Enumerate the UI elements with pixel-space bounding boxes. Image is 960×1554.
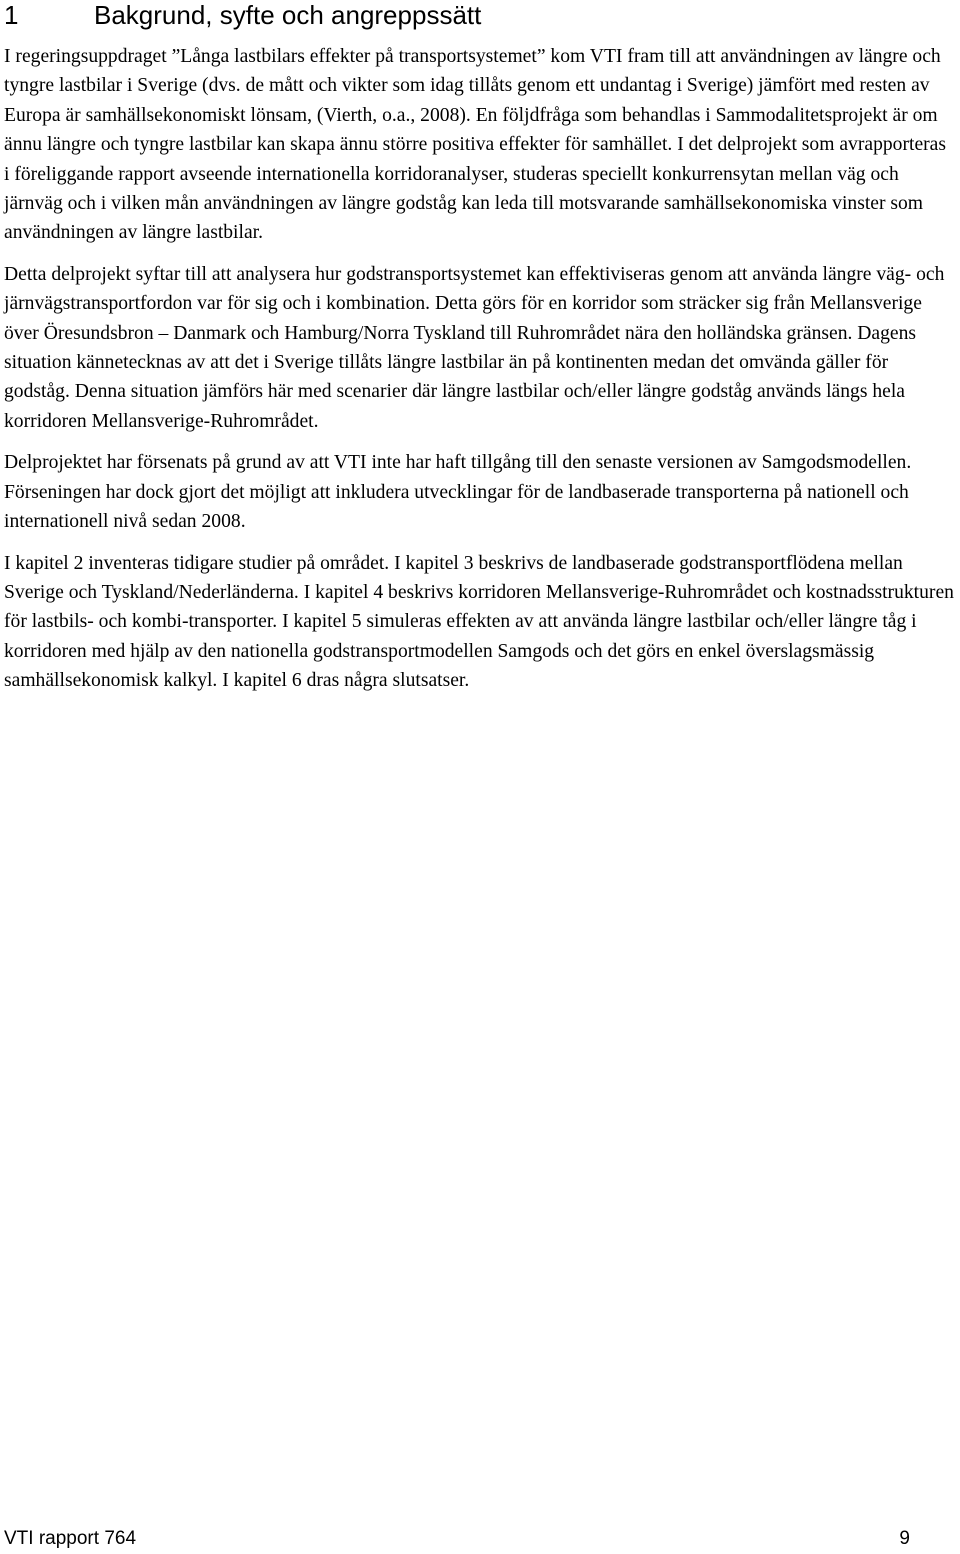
section-title: Bakgrund, syfte och angreppssätt bbox=[94, 0, 482, 30]
section-heading bbox=[4, 0, 481, 30]
page-number: 9 bbox=[899, 1528, 910, 1549]
paragraph: Detta delprojekt syftar till att analysera hur godstransportsystemet kan effektiviseras genom att använda längre väg- och järnvägstransportfordon var för sig och i kombination. Detta görs för en korridor som sträcker sig från Mellansverige över Öresundsbron – Danmark och Hamburg/Norra Tyskland till Ruhrområdet nära den holländska gränsen. Dagens situation kännetecknas av att det i Sverige tillåts längre lastbilar än på kontinenten medan det omvända gäller för godståg. Denna situation jämförs här med scenarier där längre lastbilar och/eller längre godståg används längs hela korridoren Mellansverige-Ruhrområdet. bbox=[4, 263, 945, 432]
paragraph: I regeringsuppdraget ”Långa lastbilars effekter på transportsystemet” kom VTI fram till att användningen av längre och tyngre lastbilar i Sverige (dvs. de mått och vikter som idag tillåts genom ett undantag i Sverige) jämfört med resten av Europa är samhällsekonomiskt lönsam, (Vierth, o.a., 2008). En följdfråga som behandlas i Sammodalitetsprojekt är om ännu längre och tyngre lastbilar kan skapa ännu större positiva effekter för samhället. I det delprojekt som avrapporteras i föreliggande rapport avseende internationella korridoranalyser, studeras speciellt konkurrensytan mellan väg och järnväg och i vilken mån användningen av längre godståg kan leda till motsvarande samhällsekonomiska vinster som användningen av längre lastbilar. bbox=[4, 46, 946, 244]
section-number: 1 bbox=[4, 0, 19, 30]
paragraph: I kapitel 2 inventeras tidigare studier på området. I kapitel 3 beskrivs de landbaserade godstransportflödena mellan Sverige och Tyskland/Nederländerna. I kapitel 4 beskrivs korridoren Mellansverige-Ruhrområdet och kostnadsstrukturen för lastbils- och kombi-transporter. I kapitel 5 simuleras effekten av att använda längre lastbilar och/eller längre tåg i korridoren med hjälp av den nationella godstransportmodellen Samgods och det görs en enkel överslagsmässig samhällsekonomisk kalkyl. I kapitel 6 dras några slutsatser. bbox=[4, 552, 954, 692]
paragraph: Delprojektet har försenats på grund av att VTI inte har haft tillgång till den senaste versionen av Samgodsmodellen. Förseningen har dock gjort det möjligt att inkludera utvecklingar för de landbaserade transporterna på nationell och internationell nivå sedan 2008. bbox=[4, 452, 912, 533]
page-footer bbox=[4, 1527, 910, 1551]
body-text bbox=[4, 42, 956, 708]
report-label: VTI rapport 764 bbox=[4, 1528, 137, 1549]
